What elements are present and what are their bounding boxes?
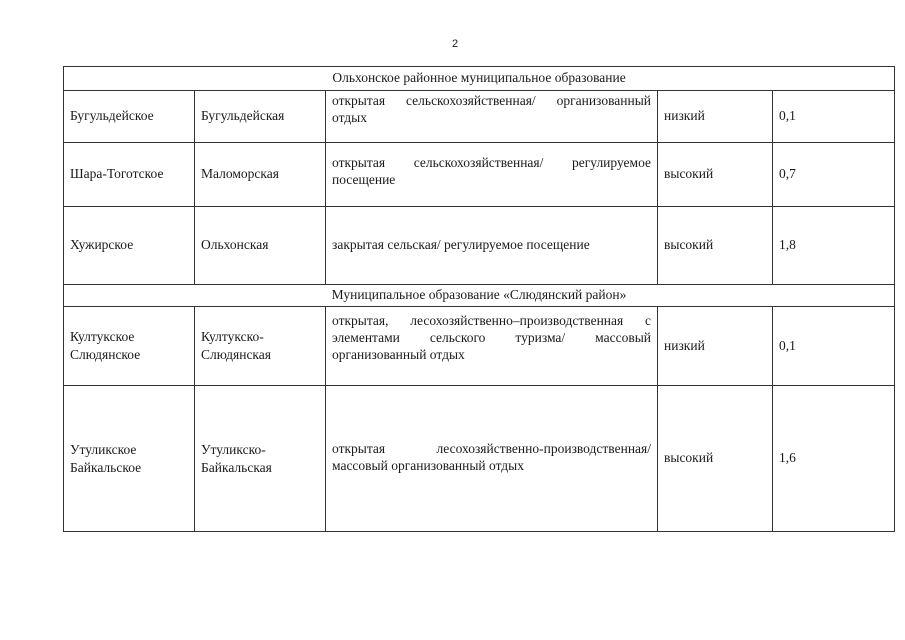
zone-cell: Маломорская — [195, 143, 326, 207]
zones-table — [63, 66, 895, 532]
level-cell: высокий — [658, 386, 773, 532]
level-cell: низкий — [658, 91, 773, 143]
description-cell: открытая, лесохозяйственно–производственная с элементами сельского туризма/ массовый организованный отдых — [326, 307, 658, 386]
settlement-line: Байкальское — [70, 459, 142, 475]
section-header-row — [64, 67, 895, 91]
settlement-line: Култукское — [70, 329, 135, 345]
value-cell: 0,1 — [773, 307, 895, 386]
value-cell: 0,7 — [773, 143, 895, 207]
table-row — [64, 91, 895, 143]
zone-line: Байкальская — [201, 459, 272, 475]
zone-line: Слюдянская — [201, 347, 271, 362]
settlement-cell — [64, 386, 195, 532]
zone-cell — [195, 307, 326, 386]
description-cell: закрытая сельская/ регулируемое посещение — [326, 207, 658, 285]
settlement-cell — [64, 307, 195, 386]
section-title: Муниципальное образование «Слюдянский район» — [64, 285, 895, 307]
section-header-row — [64, 285, 895, 307]
level-cell: высокий — [658, 207, 773, 285]
description-cell: открытая сельскохозяйственная/ регулируемое посещение — [326, 143, 658, 207]
zone-cell — [195, 386, 326, 532]
zone-cell: Ольхонская — [195, 207, 326, 285]
settlement-cell: Шара-Тоготское — [64, 143, 195, 207]
value-cell: 1,6 — [773, 386, 895, 532]
description-cell: открытая лесохозяйственно-производственная/ массовый организованный отдых — [326, 386, 658, 532]
description-cell: открытая сельскохозяйственная/ организованный отдых — [326, 91, 658, 143]
settlement-cell: Бугульдейское — [64, 91, 195, 143]
value-cell: 1,8 — [773, 207, 895, 285]
settlement-line: Утуликское — [70, 441, 137, 457]
zone-cell: Бугульдейская — [195, 91, 326, 143]
zone-line: Утуликско- — [201, 441, 266, 457]
zone-line: Култукско- — [201, 329, 264, 345]
value-cell: 0,1 — [773, 91, 895, 143]
table-row — [64, 207, 895, 285]
settlement-cell: Хужирское — [64, 207, 195, 285]
level-cell: высокий — [658, 143, 773, 207]
section-title: Ольхонское районное муниципальное образование — [64, 67, 895, 91]
page-number: 2 — [452, 38, 459, 50]
table-row — [64, 307, 895, 386]
level-cell: низкий — [658, 307, 773, 386]
table-row — [64, 386, 895, 532]
settlement-line: Слюдянское — [70, 347, 141, 362]
table-row — [64, 143, 895, 207]
